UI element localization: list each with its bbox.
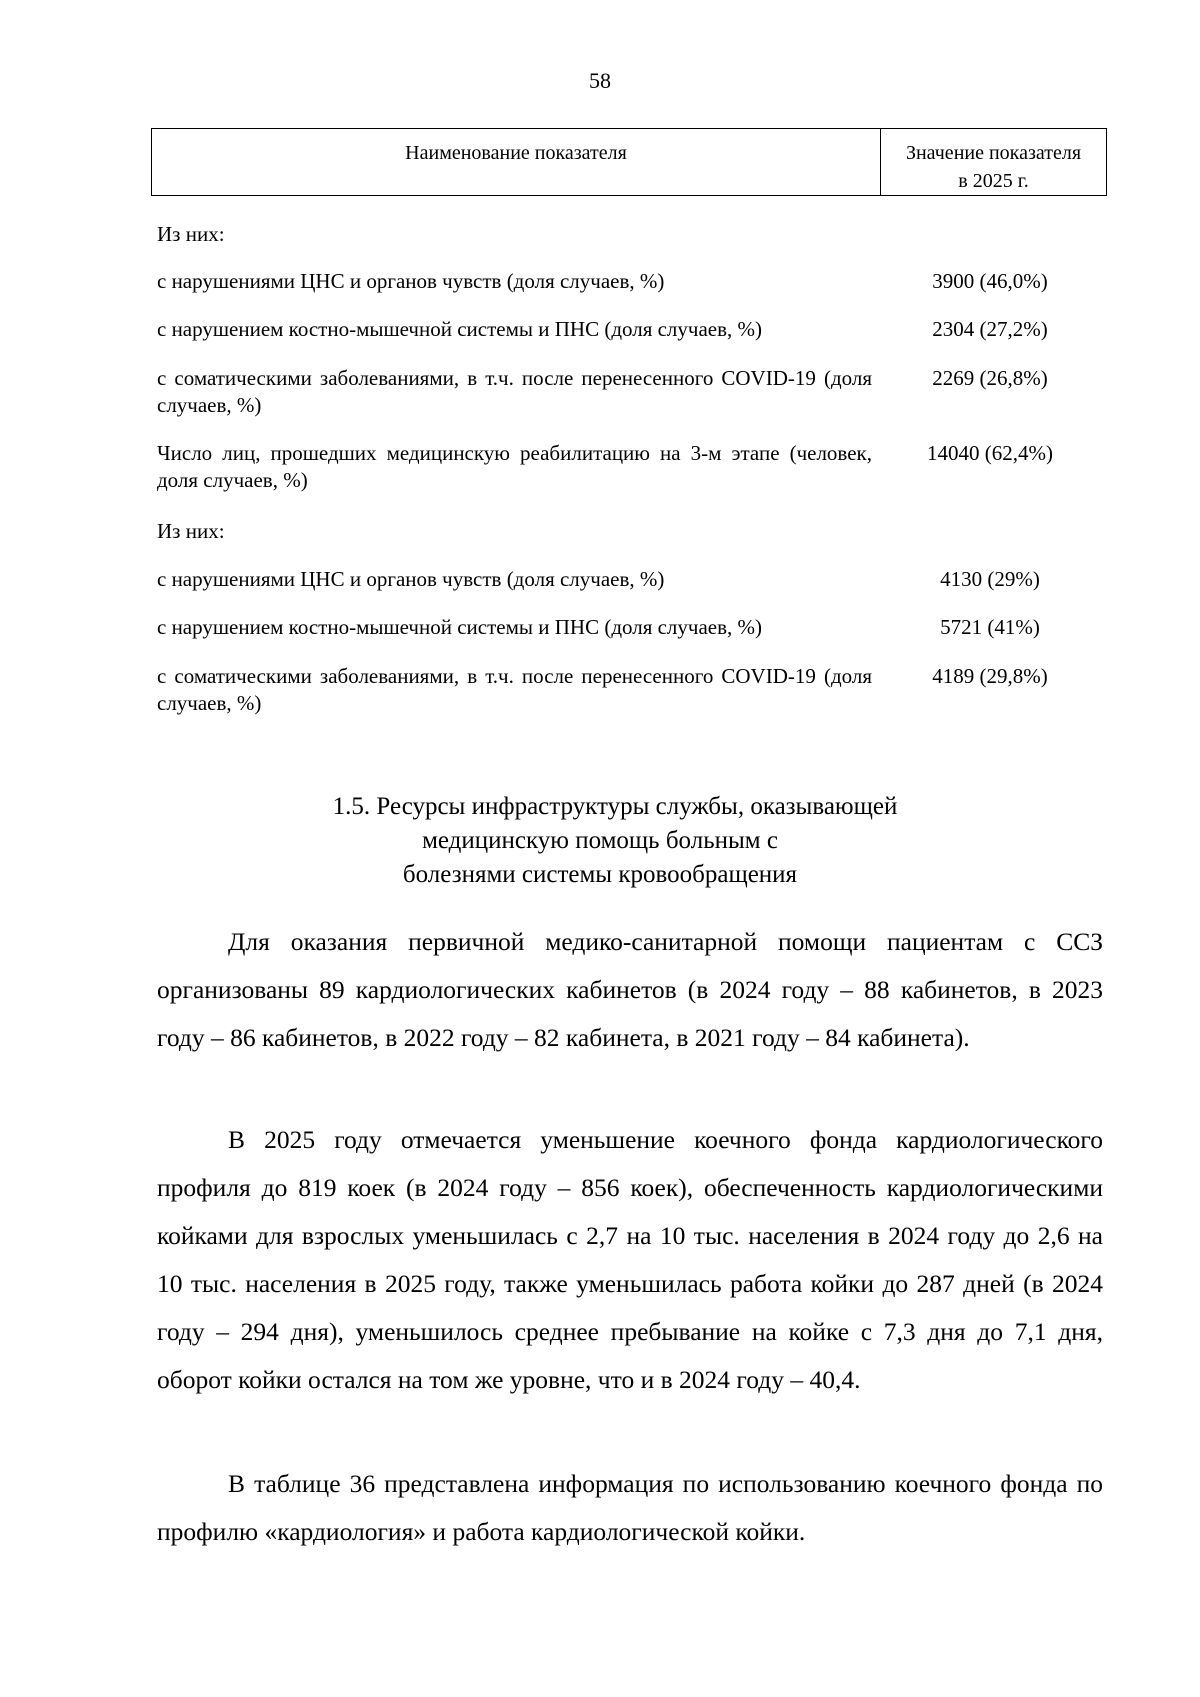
- row-label: с нарушениями ЦНС и органов чувств (доля случаев, %): [157, 269, 665, 293]
- section-heading-line3: болезнями системы кровообращения: [402, 861, 798, 888]
- column-header-value-line2: в 2025 г.: [958, 170, 1029, 192]
- row-value: 2269 (26,8%): [932, 366, 1048, 390]
- row-label: Число лиц, прошедших медицинскую реабилитацию на 3-м этапе (человек, доля случаев, %): [157, 441, 872, 492]
- row-label: с нарушением костно-мышечной системы и ПНС (доля случаев, %): [157, 615, 763, 639]
- page-number: 58: [589, 68, 611, 93]
- column-header-name: Наименование показателя: [152, 129, 881, 196]
- section-heading-line2: медицинскую помощь больным с: [422, 827, 778, 854]
- paragraph: В таблице 36 представлена информация по использованию коечного фонда по профилю «кардиология» и работа кардиологической койки.: [157, 1469, 1103, 1546]
- row-label: с соматическими заболеваниями, в т.ч. после перенесенного COVID-19 (доля случаев, %): [157, 664, 872, 715]
- row-value: 2304 (27,2%): [932, 317, 1048, 341]
- subhead: Из них:: [157, 222, 225, 246]
- indicator-table-header: [151, 128, 1107, 196]
- row-value: 4130 (29%): [940, 567, 1040, 591]
- row-label: с соматическими заболеваниями, в т.ч. после перенесенного COVID-19 (доля случаев, %): [157, 366, 872, 417]
- row-value: 14040 (62,4%): [927, 441, 1053, 465]
- paragraph: Для оказания первичной медико-санитарной помощи пациентам с ССЗ организованы 89 кардиологических кабинетов (в 2024 году – 88 кабинетов, в 2023 году – 86 кабинетов, в 2022 году – 82 кабинета, в 2021 году – 84 кабинета).: [157, 927, 1103, 1052]
- section-heading: [0, 790, 1200, 892]
- row-label: с нарушением костно-мышечной системы и ПНС (доля случаев, %): [157, 317, 763, 341]
- column-header-value-line1: Значение показателя: [905, 142, 1082, 164]
- row-value: 5721 (41%): [940, 615, 1040, 639]
- column-header-value: [881, 129, 1107, 196]
- paragraph: В 2025 году отмечается уменьшение коечного фонда кардиологического профиля до 819 коек (в 2024 году – 856 коек), обеспеченность кардиологическими койками для взрослых уменьшилась с 2,7 на 10 тыс. населения в 2024 году до 2,6 на 10 тыс. населения в 2025 году, также уменьшилась работа койки до 287 дней (в 2024 году – 294 дня), уменьшилось среднее пребывание на койке с 7,3 дня до 7,1 дня, оборот койки остался на том же уровне, что и в 2024 году – 40,4.: [157, 1125, 1103, 1394]
- subhead: Из них:: [157, 519, 225, 543]
- section-heading-line1: 1.5. Ресурсы инфраструктуры службы, оказывающей: [332, 793, 898, 820]
- row-label: с нарушениями ЦНС и органов чувств (доля случаев, %): [157, 567, 665, 591]
- row-value: 3900 (46,0%): [932, 269, 1048, 293]
- row-value: 4189 (29,8%): [932, 664, 1048, 688]
